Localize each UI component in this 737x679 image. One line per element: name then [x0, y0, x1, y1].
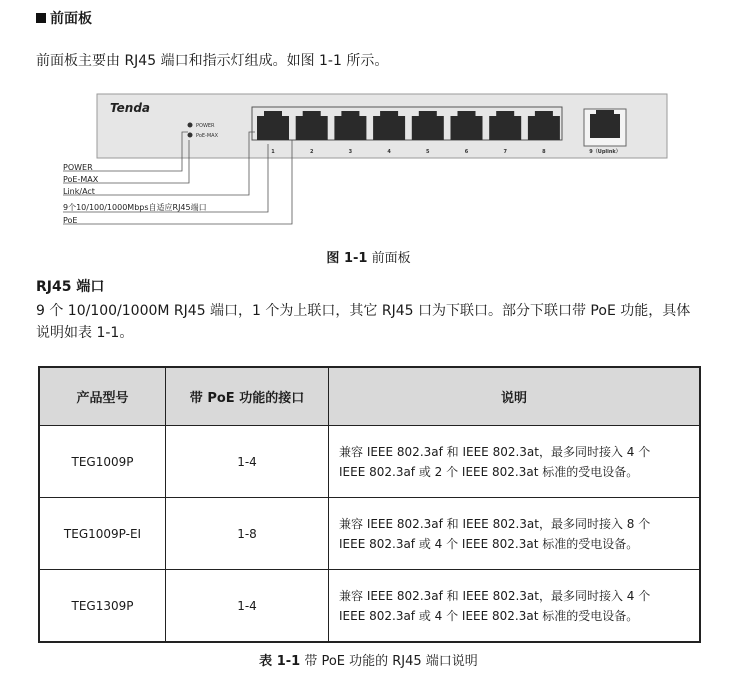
cell-ports: 1-8: [166, 498, 329, 570]
callout-link-act: Link/Act: [63, 187, 95, 196]
uplink-port-icon: [590, 110, 620, 138]
section-heading: [36, 8, 92, 28]
port-number-label: 8: [542, 149, 546, 155]
cell-model: TEG1309P: [39, 570, 166, 643]
cell-description: 兼容 IEEE 802.3af 和 IEEE 802.3at，最多同时接入 8 个 IEEE 802.3af 或 4 个 IEEE 802.3at 标准的受电设备。: [329, 498, 701, 570]
cell-description: 兼容 IEEE 802.3af 和 IEEE 802.3at，最多同时接入 4 个 IEEE 802.3af 或 2 个 IEEE 802.3at 标准的受电设备。: [329, 426, 701, 498]
rj45-heading: RJ45 端口: [36, 279, 105, 295]
rj45-paragraph: 9 个 10/100/1000M RJ45 端口，1 个为上联口，其它 RJ45 口为下联口。部分下联口带 PoE 功能，具体说明如表 1-1。: [36, 303, 691, 341]
port-number-label: 4: [387, 149, 391, 155]
cell-description: 兼容 IEEE 802.3af 和 IEEE 802.3at，最多同时接入 4 个 IEEE 802.3af 或 4 个 IEEE 802.3at 标准的受电设备。: [329, 570, 701, 643]
port-number-label: 7: [503, 149, 507, 155]
front-panel-figure: [0, 88, 737, 238]
cell-ports: 1-4: [166, 426, 329, 498]
header-model: 产品型号: [39, 367, 166, 426]
led-poe-label: PoE-MAX: [196, 133, 219, 139]
uplink-port-label: 9（Uplink）: [589, 149, 621, 155]
header-description: 说明: [329, 367, 701, 426]
power-led-icon: [188, 123, 193, 128]
cell-model: TEG1009P: [39, 426, 166, 498]
header-poe-ports: 带 PoE 功能的接口: [166, 367, 329, 426]
table-header-row: [39, 367, 700, 426]
cell-ports: 1-4: [166, 570, 329, 643]
callout-poe: PoE: [63, 216, 78, 225]
poe-port-table: [38, 366, 701, 643]
table-caption: 表 1-1 带 PoE 功能的 RJ45 端口说明: [259, 654, 478, 669]
callout-poe-max: PoE-MAX: [63, 175, 99, 184]
figure-caption: 图 1-1 前面板: [326, 251, 411, 266]
callout-power: POWER: [63, 163, 93, 172]
port-number-label: 6: [464, 149, 469, 155]
led-power-label: POWER: [196, 123, 215, 129]
cell-model: TEG1009P-EI: [39, 498, 166, 570]
port-number-label: 5: [426, 149, 430, 155]
port-number-label: 1: [271, 149, 275, 155]
table-row: [39, 570, 700, 643]
port-number-label: 2: [309, 149, 314, 155]
intro-paragraph: 前面板主要由 RJ45 端口和指示灯组成。如图 1-1 所示。: [36, 53, 389, 69]
callout-rj45-ports: 9个10/100/1000Mbps自适应RJ45端口: [63, 203, 207, 212]
table-row: [39, 498, 700, 570]
section-title: 前面板: [50, 11, 92, 27]
poe-max-led-icon: [188, 133, 193, 138]
brand-logo: Tenda: [110, 101, 151, 115]
port-number-label: 3: [348, 149, 353, 155]
table-row: [39, 426, 700, 498]
square-bullet-icon: [36, 13, 46, 23]
